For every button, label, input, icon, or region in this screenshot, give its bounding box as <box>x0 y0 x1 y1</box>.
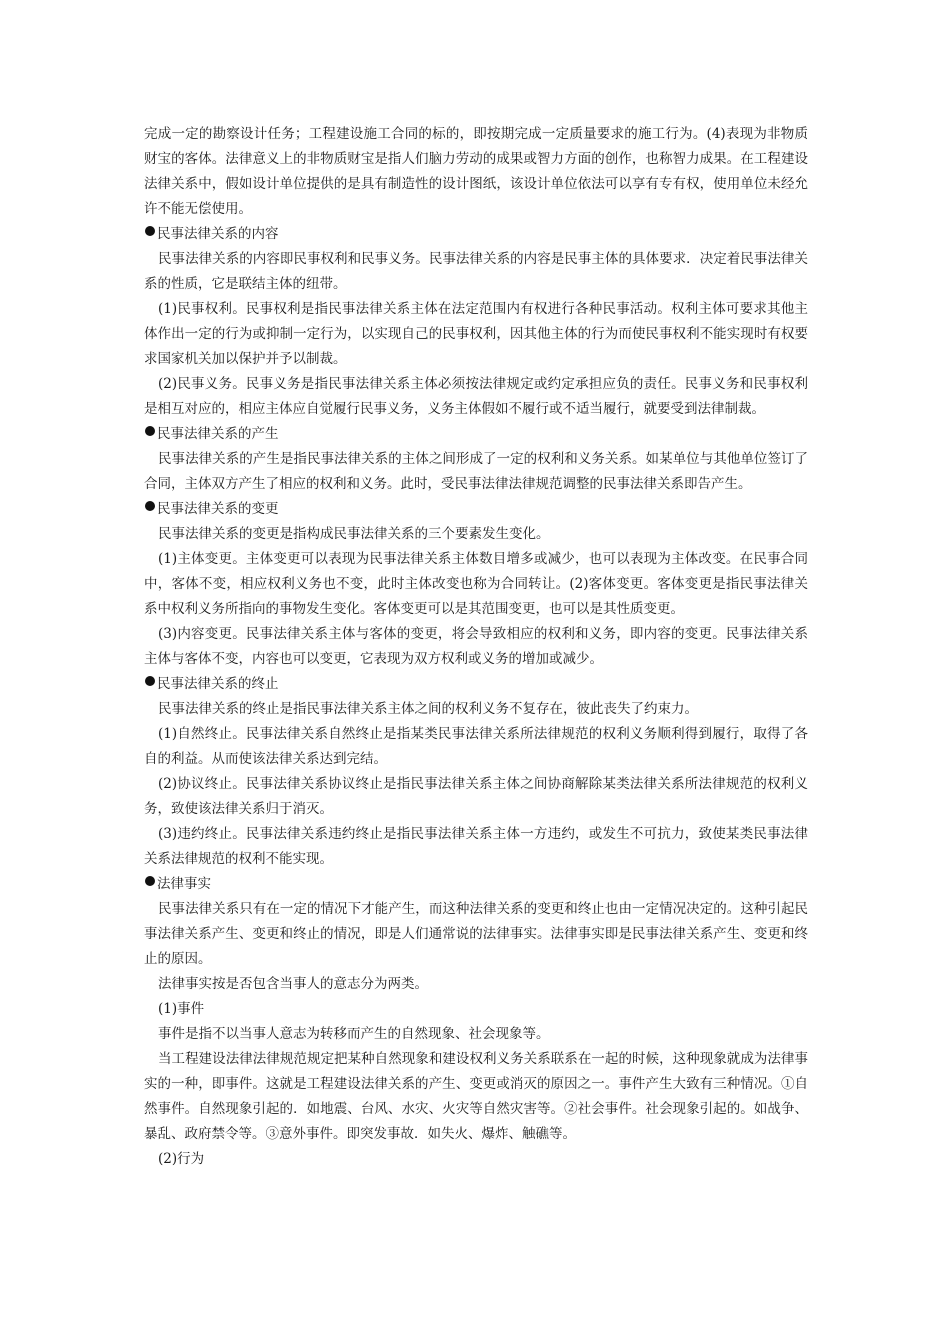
section-heading <box>144 872 808 897</box>
body-paragraph: 民事法律关系的终止是指民事法律关系主体之间的权利义务不复存在，彼此丧失了约束力。 <box>158 701 698 717</box>
section-heading-text: 民事法律关系的终止 <box>157 676 279 692</box>
bullet-icon <box>144 225 157 238</box>
bullet-icon <box>144 875 157 888</box>
body-paragraph: (1)主体变更。主体变更可以表现为民事法律关系主体数目增多或减少，也可以表现为主体改变。在民事合同中，客体不变，相应权利义务也不变，此时主体改变也称为合同转让。(2)客体变更。客体变更是指民事法律关系中权利义务所指向的事物发生变化。客体变更可以是其范围变更，也可以是其性质变更。 <box>144 551 808 617</box>
body-paragraph: 民事法律关系的内容即民事权利和民事义务。民事法律关系的内容是民事主体的具体要求．决定着民事法律关系的性质，它是联结主体的纽带。 <box>144 251 808 292</box>
body-paragraph: (2)民事义务。民事义务是指民事法律关系主体必须按法律规定或约定承担应负的责任。民事义务和民事权利是相互对应的，相应主体应自觉履行民事义务，义务主体假如不履行或不适当履行，就要受到法律制裁。 <box>144 376 808 417</box>
section-heading-text: 民事法律关系的产生 <box>157 426 279 442</box>
section-heading-text: 民事法律关系的内容 <box>157 226 279 242</box>
body-paragraph: 当工程建设法律法律规范规定把某种自然现象和建设权利义务关系联系在一起的时候，这种现象就成为法律事实的一种，即事件。这就是工程建设法律关系的产生、变更或消灭的原因之一。事件产生大致有三种情况。①自然事件。自然现象引起的．如地震、台风、水灾、火灾等自然灾害等。②社会事件。社会现象引起的。如战争、暴乱、政府禁令等。③意外事件。即突发事故．如失火、爆炸、触礁等。 <box>144 1051 808 1142</box>
body-paragraph: (3)内容变更。民事法律关系主体与客体的变更，将会导致相应的权利和义务，即内容的变更。民事法律关系主体与客体不变，内容也可以变更，它表现为双方权利或义务的增加或减少。 <box>144 626 808 667</box>
body-paragraph: (2)协议终止。民事法律关系协议终止是指民事法律关系主体之间协商解除某类法律关系所法律规范的权利义务，致使该法律关系归于消灭。 <box>144 776 808 817</box>
section-heading <box>144 222 808 247</box>
section-heading <box>144 672 808 697</box>
section-heading <box>144 422 808 447</box>
bullet-icon <box>144 675 157 688</box>
body-paragraph: 事件是指不以当事人意志为转移而产生的自然现象、社会现象等。 <box>158 1026 550 1042</box>
body-paragraph: 民事法律关系只有在一定的情况下才能产生，而这种法律关系的变更和终止也由一定情况决定的。这种引起民事法律关系产生、变更和终止的情况，即是人们通常说的法律事实。法律事实即是民事法律关系产生、变更和终止的原因。 <box>144 901 808 967</box>
body-paragraph: (1)自然终止。民事法律关系自然终止是指某类民事法律关系所法律规范的权利义务顺利得到履行，取得了各自的利益。从而使该法律关系达到完结。 <box>144 726 808 767</box>
bullet-icon <box>144 425 157 438</box>
section-heading <box>144 497 808 522</box>
body-paragraph: 法律事实按是否包含当事人的意志分为两类。 <box>158 976 428 992</box>
body-paragraph: 完成一定的勘察设计任务；工程建设施工合同的标的，即按期完成一定质量要求的施工行为。(4)表现为非物质财宝的客体。法律意义上的非物质财宝是指人们脑力劳动的成果或智力方面的创作，也称智力成果。在工程建设法律关系中，假如设计单位提供的是具有制造性的设计图纸，该设计单位依法可以享有专有权，使用单位未经允许不能无偿使用。 <box>144 126 808 217</box>
bullet-icon <box>144 500 157 513</box>
section-heading-text: 民事法律关系的变更 <box>157 501 279 517</box>
body-paragraph: (1)民事权利。民事权利是指民事法律关系主体在法定范围内有权进行各种民事活动。权利主体可要求其他主体作出一定的行为或抑制一定行为，以实现自己的民事权利，因其他主体的行为而使民事权利不能实现时有权要求国家机关加以保护并予以制裁。 <box>144 301 808 367</box>
body-paragraph: 民事法律关系的产生是指民事法律关系的主体之间形成了一定的权利和义务关系。如某单位与其他单位签订了合同，主体双方产生了相应的权利和义务。此时，受民事法律法律规范调整的民事法律关系即告产生。 <box>144 451 808 492</box>
section-heading-text: 法律事实 <box>157 876 211 892</box>
subheading: (2)行为 <box>158 1151 205 1167</box>
body-paragraph: (3)违约终止。民事法律关系违约终止是指民事法律关系主体一方违约，或发生不可抗力，致使某类民事法律关系法律规范的权利不能实现。 <box>144 826 808 867</box>
body-paragraph: 民事法律关系的变更是指构成民事法律关系的三个要素发生变化。 <box>158 526 550 542</box>
subheading: (1)事件 <box>158 1001 205 1017</box>
document-page <box>144 122 808 1172</box>
